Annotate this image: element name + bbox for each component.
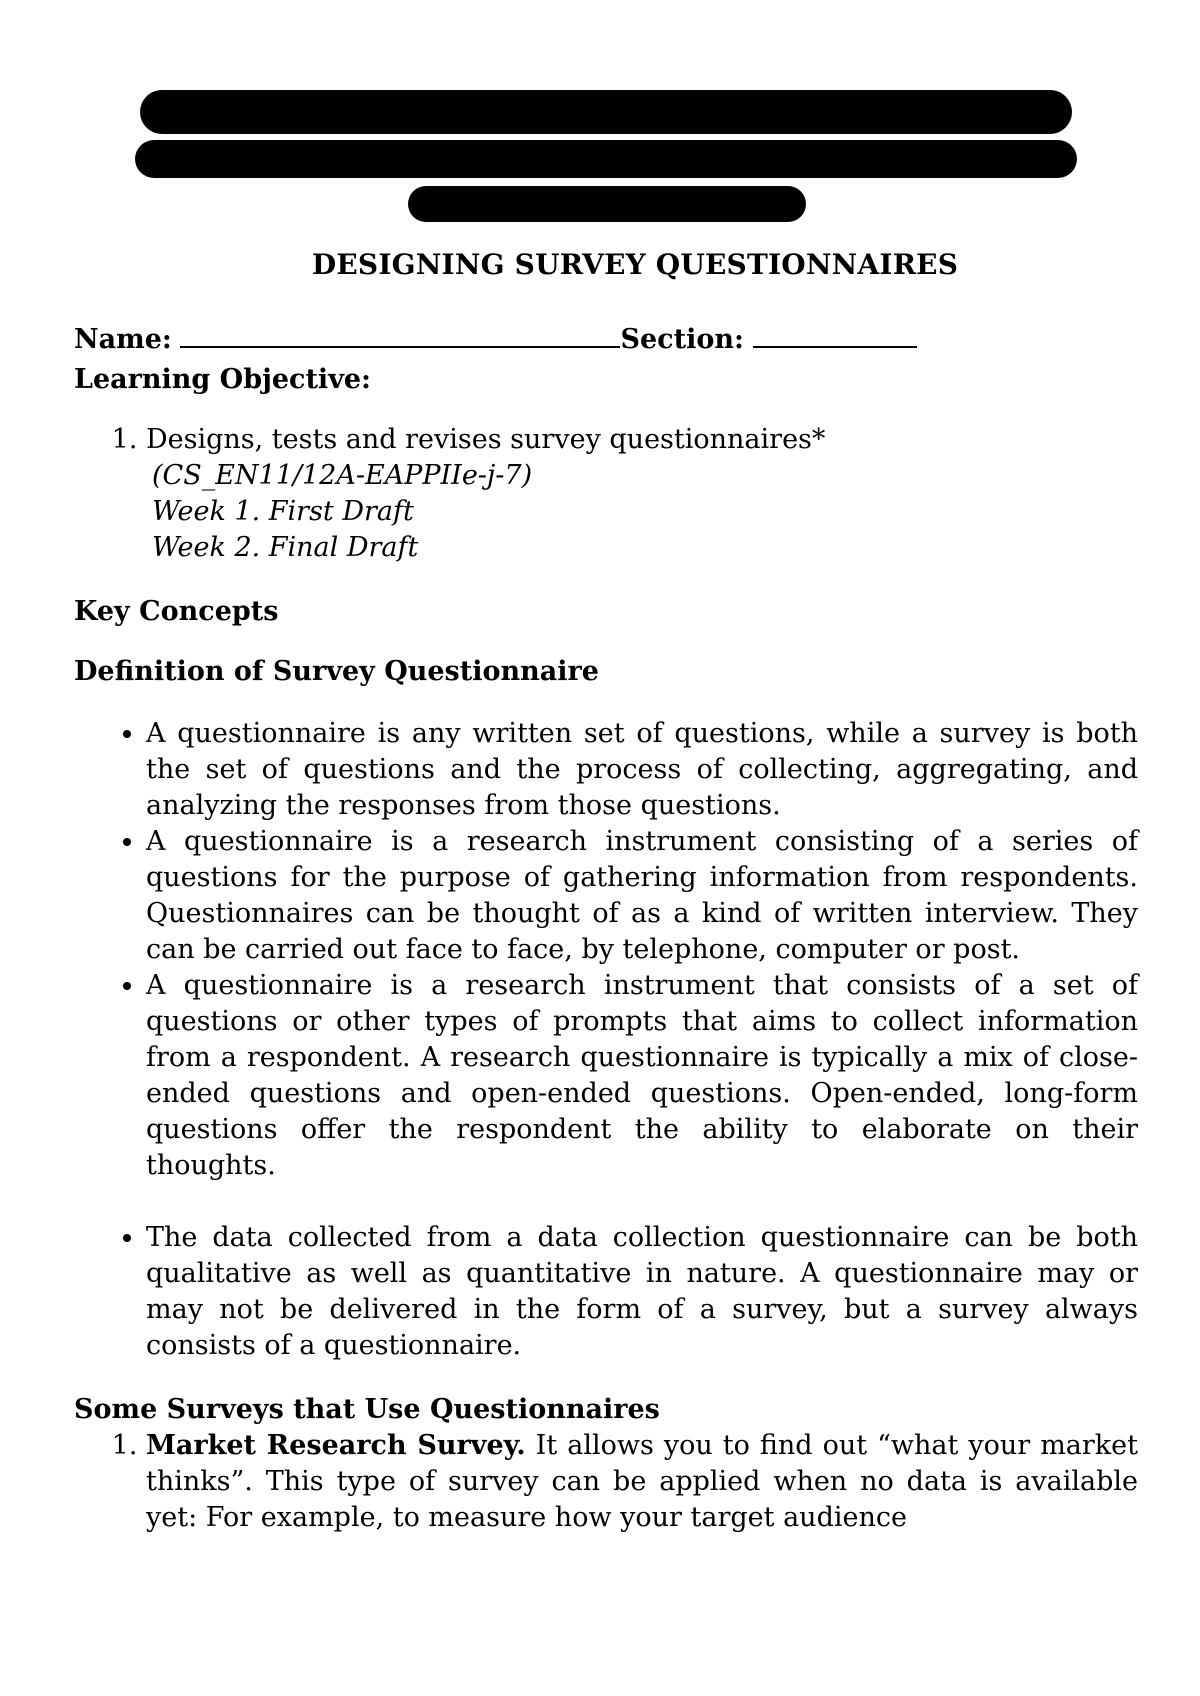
section-label: Section: [620,324,744,355]
objective-week2: Week 2. Final Draft [152,532,419,563]
key-concepts-heading: Key Concepts [74,596,279,627]
name-blank[interactable] [180,322,620,348]
survey-term: Market Research Survey. [146,1430,526,1461]
definition-item: • A questionnaire is any written set of questions, while a survey is both the set of questions and the process of collecting, aggregating, and analyzing the responses from those questions. [146,716,1138,824]
learning-objective-heading: Learning Objective: [74,364,372,395]
objective-code: (CS_EN11/12A-EAPPIIe-j-7) [152,460,533,491]
surveys-list [74,1428,1138,1536]
redaction-bar [135,140,1077,178]
objectives-list [74,422,1138,566]
survey-item [146,1428,1138,1536]
objective-week1: Week 1. First Draft [152,496,414,527]
name-label: Name: [74,324,172,355]
definition-heading: Definition of Survey Questionnaire [74,656,599,687]
document-body [74,322,1138,1536]
name-section-line [74,322,1138,358]
survey-text: It allows you to find out “what your market thinks”. This type of survey can be applied when no data is available yet: For example, to measure how your target audience [146,1430,1138,1533]
definitions-list [74,716,1138,1364]
redaction-bar [408,186,806,222]
definition-item: • The data collected from a data collection questionnaire can be both qualitative as well as quantitative in nature. A questionnaire may or may not be delivered in the form of a survey, but a survey always consists of a questionnaire. [146,1220,1138,1364]
definition-item: • A questionnaire is a research instrument that consists of a set of questions or other types of prompts that aims to collect information from a respondent. A research questionnaire is typically a mix of close-ended questions and open-ended questions. Open-ended, long-form questions offer the respondent the ability to elaborate on their thoughts. [146,968,1138,1184]
objective-item [146,422,1138,566]
surveys-heading: Some Surveys that Use Questionnaires [74,1394,660,1425]
definition-item: • A questionnaire is a research instrument consisting of a series of questions for the purpose of gathering information from respondents. Questionnaires can be thought of as a kind of written interview. They can be carried out face to face, by telephone, computer or post. [146,824,1138,968]
section-blank[interactable] [753,322,917,348]
redaction-bar [140,90,1072,134]
document-title: DESIGNING SURVEY QUESTIONNAIRES [311,248,959,281]
objective-text: Designs, tests and revises survey questionnaires* [146,424,826,455]
